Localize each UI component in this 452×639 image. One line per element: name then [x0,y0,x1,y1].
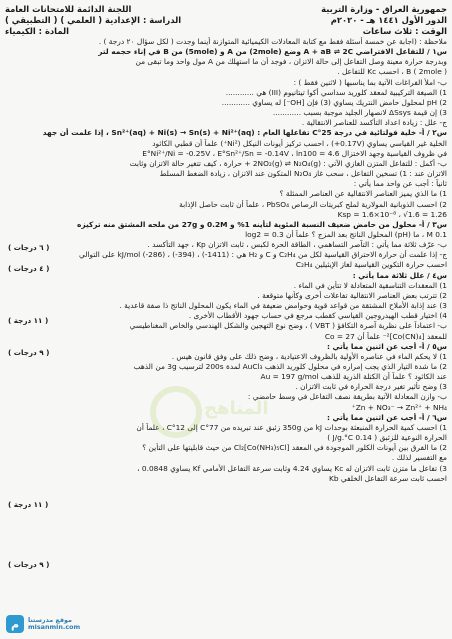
watermark-ring-icon [150,386,202,438]
exam-line: للمعقد [Co(CN)₄]²⁻ علماً أن Co = 27 [324,331,447,341]
header-left-line: اللجنة الدائمة للامتحانات العامة [5,4,132,14]
exam-line: عند الكاثود ؟ علماً أن الكتلة الذرية للذهب Au = 197 g/mol [260,372,447,382]
exam-line: 1) المعقدات التناسقية المتعادلة لا تتأين في الماء . [293,280,447,290]
exam-line: B ( 2mole ) ، احسب Kc للتفاعل . [337,67,447,77]
logo-site-name: موقع مدرستنا [28,616,72,624]
exam-line: 1) ما الذي يميز العناصر الانتقالية عن العناصر الممثلة ؟ [279,189,447,199]
exam-line: ثانياً : أجب عن واحد مما يأتي : [353,179,447,189]
header-left [5,4,181,37]
exam-line: س٦ / أ- أجب عن اثنين مما يأتي : [326,412,447,422]
exam-line: ج- إذا علمت أن حرارة الاحتراق القياسية لكل من C₂H₄ و C و H₂ هي : (1411-) ، (394-) ، (286-) kJ/mol على التوالي [78,250,447,260]
exam-line: ج- علل : زيادة اعداد التأكسد للعناصر الانتقالية . [301,118,447,128]
exam-line: 3) تفاعل ما متزن ثابت الاتزان له Kc يساوي 4.24 وثابت سرعة التفاعل الأمامي Kf يساوي 0.0848 ، [137,463,447,473]
exam-line: 2) ما الفرق بين أيونات الكلور الموجودة في المعقد [Co(NH₃)₅Cl]Cl₂ من حيث قابليتها على التأين ؟ [142,443,447,453]
marks-label: ( ٩ درجات ) [8,560,50,569]
marks-label: ( ٤ درجات ) [8,264,50,273]
exam-line: 1) احسب كمية الحرارة المنبعثة بوحدات kJ من 350g زئبق عند تبريده من 77°C إلى 12°C ، علماً أن [136,422,447,432]
marks-label: ( ١١ درجة ) [8,316,49,325]
exam-line: 3) عند إذابة الأملاح المشتقة من قواعد قوية وحوامض ضعيفة في الماء يكون المحلول الناتج ذا صفة قاعدية . [119,301,447,311]
exam-line: ب- وازن المعادلة الآتية بطريقة نصف التفاعل في وسط حامضي : [247,392,447,402]
exam-line: Ksp = 1.6×10⁻⁸ ، √1.6 = 1.26 [337,209,447,219]
header-left-line: الدراسة : الإعدادية ( العلمي ) ( التطبيقي ) [5,15,182,25]
exam-line: ب- أكمل : للتفاعل المتزن الغازي الآتي : 2NO₂(g) ⇌ N₂O₄(g) + حرارة ، كيف تتغير حالة الاتزان وثابت [129,158,447,168]
exam-line: س٣ / أ- محلول من حامض ضعيف النسبة المئوية لتأينه 1% و 0.2M و 27g من ملحه المشتق منه تركيزه [77,219,447,229]
header-right-line: الدور الأول ١٤٤١ هـ - ٢٠٢٠م [330,15,447,25]
marks-label: ( ٦ درجات ) [8,243,50,252]
exam-line: س١ / للتفاعل الافتراضي A + aB ⇌ 2C وضع (2mole) من A و (5mole) من B في إناء حجمه لتر [98,47,447,57]
school-icon: م [6,615,24,633]
exam-line: في ظروف القياسية وجهد الاختزال E°Ni²⁺/Ni = -0.25V ، E°Sn²⁺/Sn = -0.14V ، ln100 = 4.6 [142,148,447,158]
site-logo [6,615,80,633]
exam-line: 1) الصيغة التركيبية لمعقد كلوريد سداسي أكوا تيتانيوم (III) هي ............ [225,87,447,97]
exam-line: 2) احسب الذوبانية المولارية لملح كبريتات الرصاص PbSO₄ ، علماً أن ثابت حاصل الإذابة [179,199,447,209]
exam-line: 4) اختيار قطب الهيدروجين القياسي كقطب مرجع في حساب جهود الأقطاب الأخرى . [188,311,447,321]
exam-line: 0.1 M ، ما (pH) المحلول الناتج بعد المزج ؟ علماً أن log2 = 0.3 [245,229,447,239]
exam-line: وبدرجة حرارة معينة وصل التفاعل إلى حالة الاتزان ، فوجد أن ما استهلك من A مول واحد وما تبقى من [135,57,447,67]
header-right-line: الوقت : ثلاث ساعات [362,26,447,36]
exam-line: الاتزان عند : 1) تسخين التفاعل ، سحب غاز N₂O₄ المتكون عند الاتزان ، زيادة الضغط المسلط [159,169,447,179]
watermark-text: المناهج [204,398,269,419]
exam-line: الحرارة النوعية للزئبق ( 0.14 J/g.°C ) [327,433,447,443]
exam-line: س٥ / أ- أجب عن اثنين مما يأتي : [326,341,447,351]
exam-line: احسب حرارة التكوين القياسية لغاز الإيثيلين C₂H₄ [295,260,447,270]
exam-line: ب- اعتماداً على نظرية آصرة التكافؤ ( VBT ) ، وضح نوع التهجين والشكل الهندسي والخاص المغناطيسي [129,321,447,331]
exam-line: س٤ / علل ثلاثة مما يأتي : [352,270,447,280]
exam-line: 2) تترتب بعض العناصر الانتقالية تفاعلات أخرى وكأنها متوقعة . [257,290,447,300]
exam-line: الخلية غير القياسي يساوي (0.17V+) ، احسب تركيز أيونات النيكل (Ni²⁺) علماً أن قطبي الكاثود [152,138,447,148]
header-left-line: المادة : الكيمياء [5,26,69,36]
exam-line: Zn + NO₃⁻ → Zn²⁺ + NH₄⁺ [351,402,447,412]
header-right-line: جمهورية العراق - وزارة التربية [321,4,447,14]
exam-line: احسب ثابت سرعة التفاعل الخلفي Kb [329,473,447,483]
header-right [321,4,447,37]
exam-line: 1) لا يحكم الماء في عناصره الأولية بالظروف الاعتيادية ، وضح ذلك على وفق قانون هيس . [171,351,447,361]
exam-line: ملاحظة : (اجابة عن خمسة أسئلة فقط مع كتابة المعادلات الكيميائية المتوازنة أينما وجدت ( لكل سؤال ٢٠ درجة ) . [98,37,447,46]
exam-line: 3) وضح تأثير تغير درجة الحرارة في ثابت الاتزان . [295,382,447,392]
exam-line: 2) pH لمحلول حامض النتريك يساوي (3) فإن [OH⁻] له يساوي ............ [221,97,447,107]
exam-line: ب- املأ الفراغات الآتية بما يناسبها ( لاثنين فقط ) : [293,77,447,87]
exam-line: ب- عرّف ثلاثة مما يأتي : التآصر التساهمي ، الطاقة الحرة لكبس ، ثابت الاتزان Kp ، جهد التأكسد . [147,240,447,250]
exam-header [5,4,447,37]
marks-label: ( ١١ درجة ) [8,500,49,509]
exam-line: س٢ / أ- خلية فولتائية في درجة 25°C تفاعلها العام : Sn²⁺(aq) + Ni(s) → Sn(s) + Ni²⁺(aq) ، إذا علمت أن جهد [42,128,447,138]
logo-url: misanmin.com [28,623,81,631]
exam-line: 3) إن قيمة ΔSsys لانصهار الجليد موجبة بسبب ............ [272,108,447,118]
exam-line: 2) ما شدة التيار الذي يجب إمراره في محلول كلوريد الذهب AuCl₃ لمدة 200s لترسيب 3g من الذهب [133,362,447,371]
marks-label: ( ٩ درجات ) [8,348,50,357]
watermark [150,380,269,440]
exam-line: مع التفسير لذلك . [391,453,447,463]
